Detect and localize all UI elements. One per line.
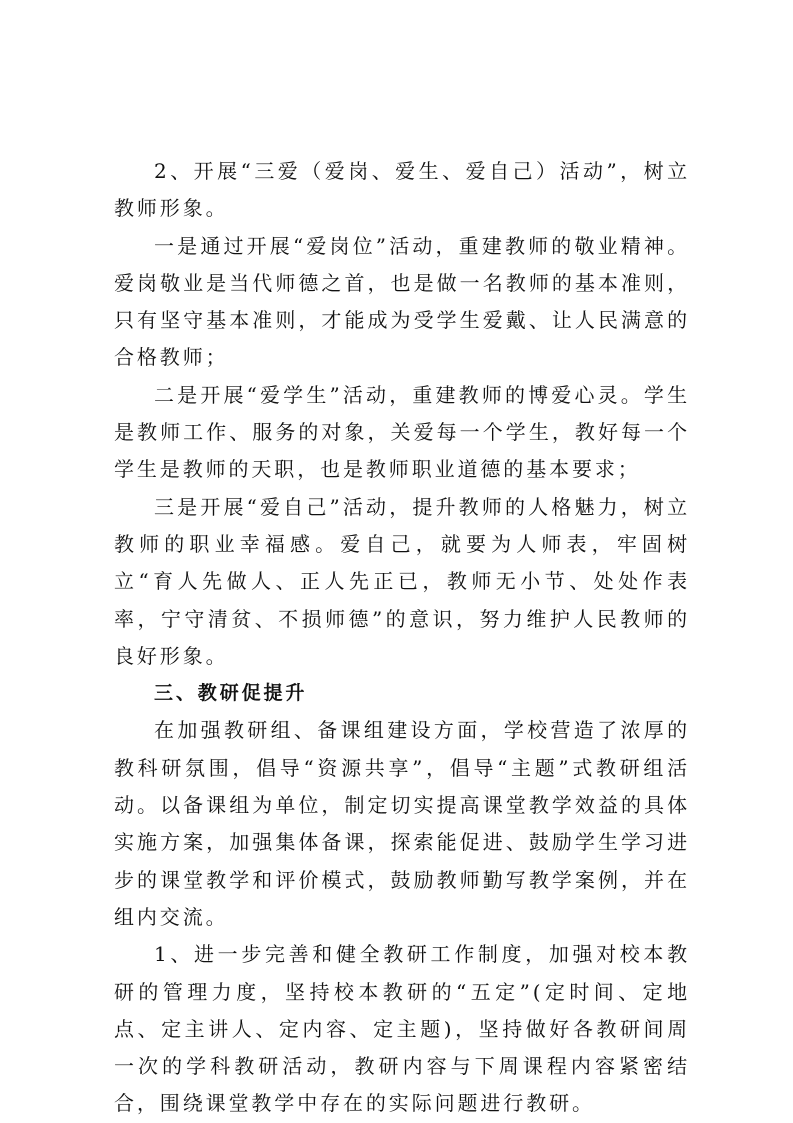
paragraph-love-self: 三是开展“爱自己”活动，提升教师的人格魅力，树立教师的职业幸福感。爱自己，就要为人师表，牢固树立“育人先做人、正人先正已，教师无小节、处处作表率，宁守清贫、不损师德”的意识，努力维护人民教师的良好形象。 [114, 494, 690, 668]
paragraph-teaching-research: 在加强教研组、备课组建设方面，学校营造了浓厚的教科研氛围，倡导“资源共享”，倡导“主题”式教研组活动。以备课组为单位，制定切实提高课堂教学效益的具体实施方案，加强集体备课，探索能促进、鼓励学生学习进步的课堂教学和评价模式，鼓励教师勤写教学案例，并在组内交流。 [114, 718, 690, 929]
section-heading: 三、教研促提升 [154, 682, 308, 705]
document-body [114, 153, 690, 1123]
paragraph-love-post: 一是通过开展“爱岗位”活动，重建教师的敬业精神。爱岗敬业是当代师德之首，也是做一名教师的基本准则，只有坚守基本准则，才能成为受学生爱戴、让人民满意的合格教师； [114, 233, 690, 370]
paragraph-research-system: 1、进一步完善和健全教研工作制度，加强对校本教研的管理力度，坚持校本教研的“五定”(定时间、定地点、定主讲人、定内容、定主题)，坚持做好各教研间周一次的学科教研活动，教研内容与下周课程内容紧密结合，围绕课堂教学中存在的实际问题进行教研。 [114, 942, 690, 1116]
paragraph-love-students: 二是开展“爱学生”活动，重建教师的博爱心灵。学生是教师工作、服务的对象，关爱每一个学生，教好每一个学生是教师的天职，也是教师职业道德的基本要求； [114, 382, 690, 482]
paragraph-activity-intro: 2、开展“三爱（爱岗、爱生、爱自己）活动”，树立教师形象。 [114, 159, 690, 221]
